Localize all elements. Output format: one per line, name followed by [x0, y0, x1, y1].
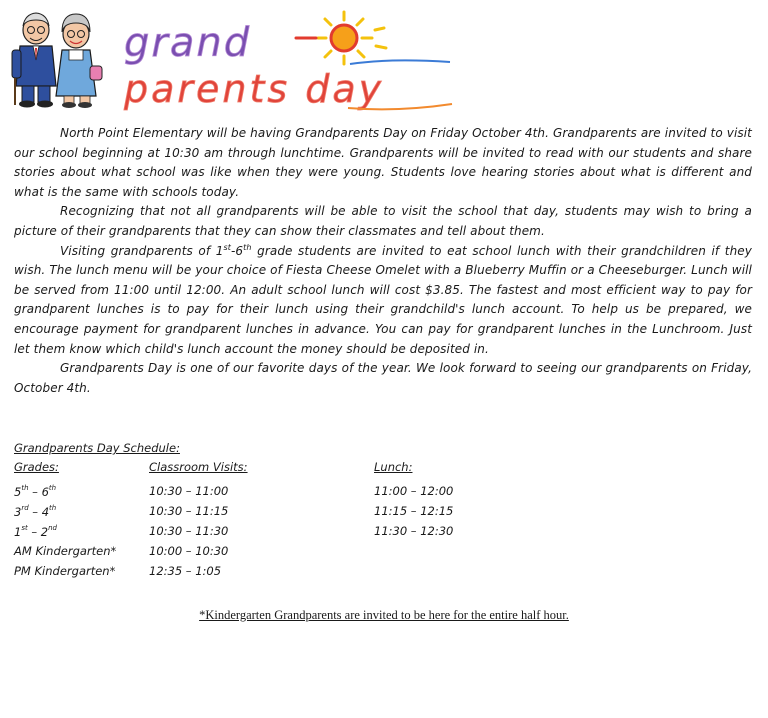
- title-line-2: parents day: [124, 67, 385, 111]
- schedule-title: Grandparents Day Schedule:: [14, 441, 180, 455]
- grandparents-clipart: [6, 10, 106, 110]
- header-lunch: Lunch:: [374, 460, 413, 474]
- header-classroom-visits: Classroom Visits:: [149, 460, 248, 474]
- schedule-row: [14, 504, 754, 524]
- grade-cell: AM Kindergarten*: [14, 544, 117, 558]
- kindergarten-footnote: *Kindergarten Grandparents are invited to be here for the entire half hour.: [199, 608, 569, 622]
- schedule-row: [14, 484, 754, 504]
- paragraph-3: Visiting grandparents of 1st-6th grade students are invited to eat school lunch with their grandchildren if they wish. The lunch menu will be your choice of Fiesta Cheese Omelet with a Blueberry Muffin or a Cheeseburger. Lunch will be served from 11:00 until 12:00. An adult school lunch will cost $3.85. The fastest and most efficient way to pay for grandparent lunches is to pay for their lunch using their grandchild's lunch account. To help us be prepared, we encourage payment for grandparent lunches in advance. You can pay for grandparent lunches in the Lunchroom. Just let them know which child's lunch account the money should be deposited in.: [14, 242, 752, 356]
- lunch-cell: 11:00 – 12:00: [374, 484, 454, 498]
- grade-cell: 5th – 6th: [14, 484, 57, 499]
- lunch-cell: 11:15 – 12:15: [374, 504, 454, 518]
- grandparents-day-title-art: [120, 8, 460, 112]
- schedule-row: [14, 544, 754, 564]
- header-grades: Grades:: [14, 460, 59, 474]
- grade-cell: 3rd – 4th: [14, 504, 57, 519]
- schedule-row: [14, 564, 754, 584]
- header: [0, 0, 768, 118]
- visit-cell: 10:30 – 11:00: [149, 484, 229, 498]
- grade-cell: 1st – 2nd: [14, 524, 58, 539]
- paragraph-1: North Point Elementary will be having Grandparents Day on Friday October 4th. Grandparents are invited to visit our school beginning at 10:30 am through lunchtime. Grandparents will be invited to read with our students and share stories about what school was like when they were young. Students love hearing stories about what is different and what is the same with schools today.: [14, 126, 752, 199]
- paragraph-2: Recognizing that not all grandparents will be able to visit the school that day, students may wish to bring a picture of their grandparents that they can show their classmates and tell about them.: [14, 204, 752, 238]
- lunch-cell: 11:30 – 12:30: [374, 524, 454, 538]
- visit-cell: 10:00 – 10:30: [149, 544, 229, 558]
- visit-cell: 12:35 – 1:05: [149, 564, 222, 578]
- grade-cell: PM Kindergarten*: [14, 564, 116, 578]
- paragraph-4: Grandparents Day is one of our favorite days of the year. We look forward to seeing our grandparents on Friday, October 4th.: [14, 361, 752, 395]
- title-line-1: grand: [124, 20, 252, 66]
- visit-cell: 10:30 – 11:30: [149, 524, 229, 538]
- visit-cell: 10:30 – 11:15: [149, 504, 229, 518]
- sun-icon: [296, 12, 386, 64]
- announcement-letter: [14, 124, 752, 398]
- schedule-row: [14, 524, 754, 544]
